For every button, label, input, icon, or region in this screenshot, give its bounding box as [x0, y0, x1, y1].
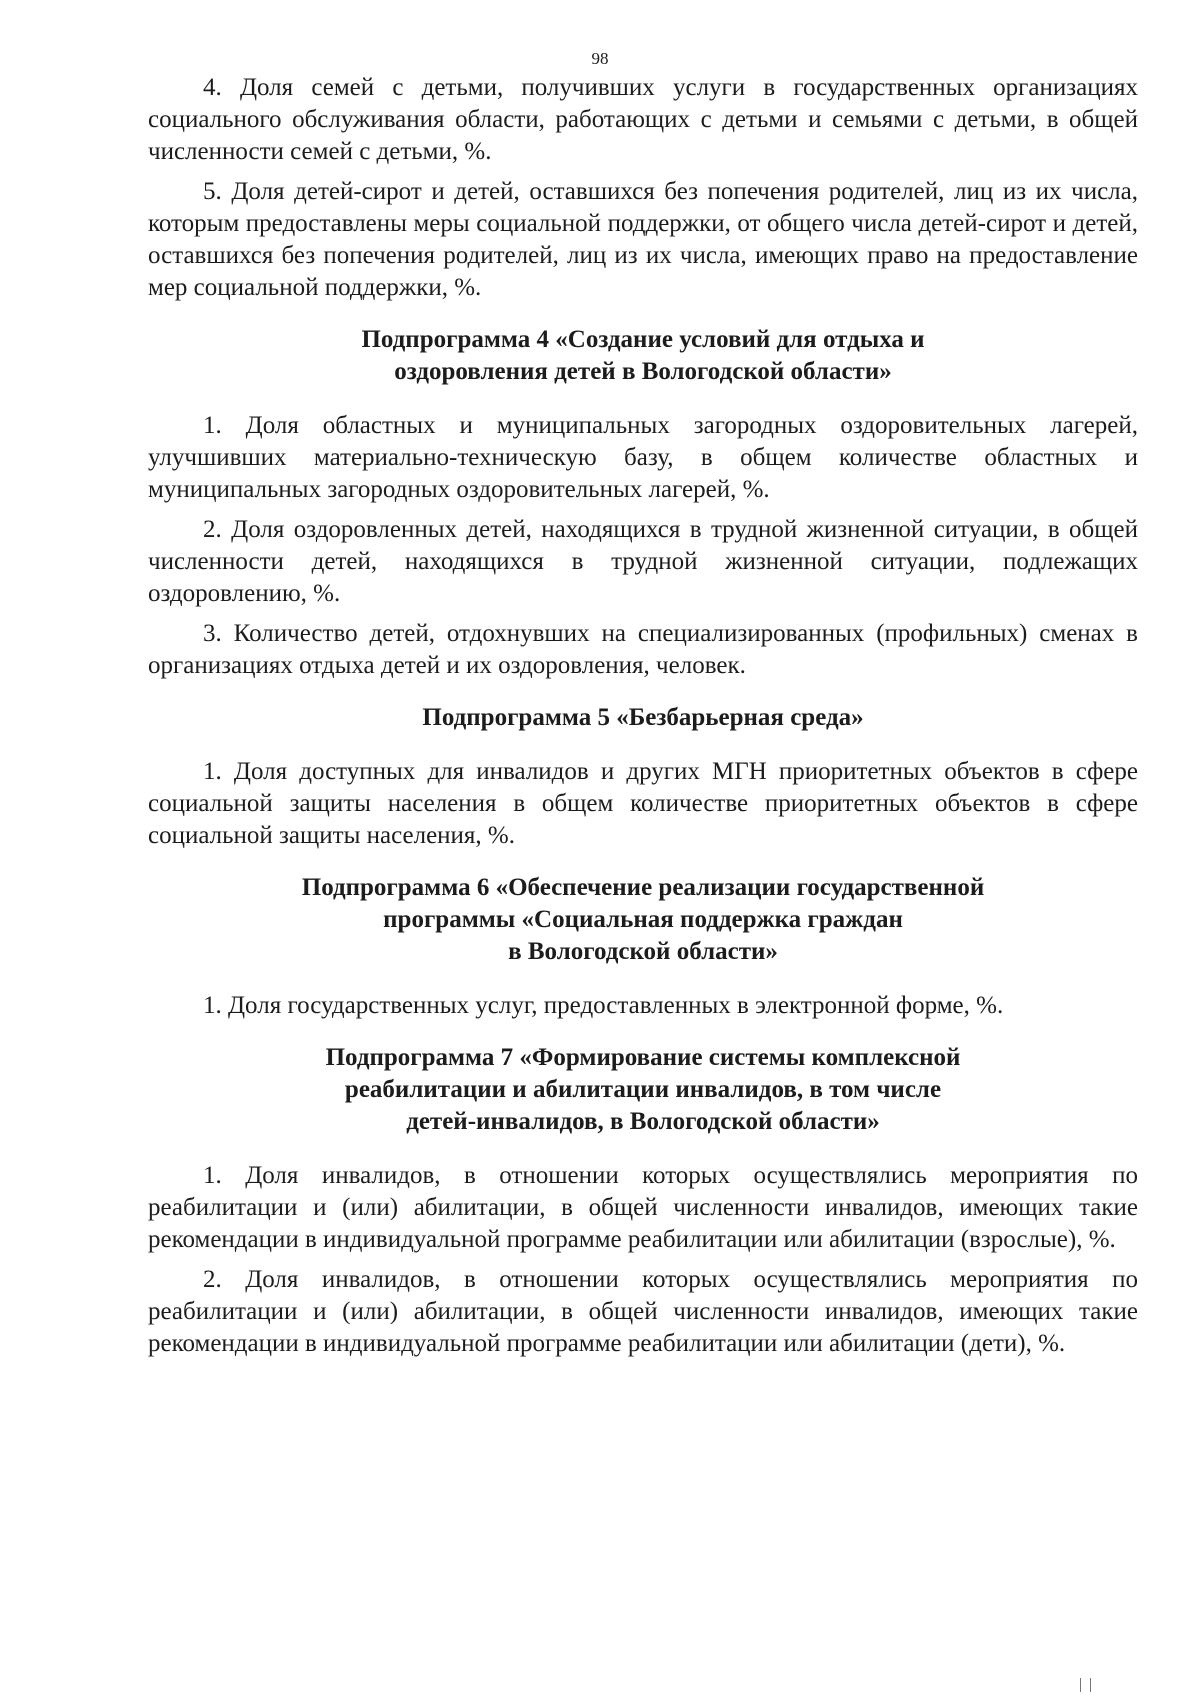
section-heading [148, 702, 1138, 734]
heading-line: детей-инвалидов, в Вологодской области» [406, 1108, 880, 1135]
document-body [148, 72, 1138, 1360]
scan-mark [1080, 1678, 1091, 1692]
section-heading [148, 324, 1138, 388]
paragraph: 3. Количество детей, отдохнувших на специализированных (профильных) сменах в организациях отдыха детей и их оздоровления, человек. [148, 620, 1138, 679]
paragraph: 1. Доля государственных услуг, предоставленных в электронной форме, %. [203, 992, 1004, 1019]
paragraph: 5. Доля детей-сирот и детей, оставшихся без попечения родителей, лиц из их числа, которым предоставлены меры социальной поддержки, от общего числа детей-сирот и детей, оставшихся без попечения родителей, лиц из их числа, имеющих право на предоставление мер социальной поддержки, %. [148, 178, 1138, 301]
paragraph: 1. Доля областных и муниципальных загородных оздоровительных лагерей, улучшивших материально-техническую базу, в общем количестве областных и муниципальных загородных оздоровительных лагерей, %. [148, 412, 1138, 503]
heading-line: реабилитации и абилитации инвалидов, в том числе [344, 1076, 942, 1103]
heading-line: программы «Социальная поддержка граждан [383, 906, 903, 933]
paragraph: 1. Доля доступных для инвалидов и других МГН приоритетных объектов в сфере социальной защиты населения в общем количестве приоритетных объектов в сфере социальной защиты населения, %. [148, 758, 1138, 849]
section-heading [148, 872, 1138, 968]
section-heading [148, 1042, 1138, 1138]
paragraph: 1. Доля инвалидов, в отношении которых осуществлялись мероприятия по реабилитации и (или) абилитации, в общей численности инвалидов, имеющих такие рекомендации в индивидуальной программе реабилитации или абилитации (взрослые), %. [148, 1162, 1138, 1253]
heading-line: Подпрограмма 5 «Безбарьерная среда» [422, 704, 864, 731]
heading-line: оздоровления детей в Вологодской области» [394, 358, 892, 385]
page-number: 98 [591, 49, 609, 68]
heading-line: Подпрограмма 4 «Создание условий для отдыха и [361, 326, 925, 353]
heading-line: Подпрограмма 7 «Формирование системы комплексной [325, 1044, 961, 1071]
paragraph: 4. Доля семей с детьми, получивших услуги в государственных организациях социального обслуживания области, работающих с детьми и семьями с детьми, в общей численности семей с детьми, %. [148, 74, 1138, 165]
paragraph: 2. Доля оздоровленных детей, находящихся в трудной жизненной ситуации, в общей численности детей, находящихся в трудной жизненной ситуации, подлежащих оздоровлению, %. [148, 516, 1138, 607]
heading-line: Подпрограмма 6 «Обеспечение реализации государственной [301, 874, 985, 901]
heading-line: в Вологодской области» [508, 938, 778, 965]
paragraph: 2. Доля инвалидов, в отношении которых осуществлялись мероприятия по реабилитации и (или) абилитации, в общей численности инвалидов, имеющих такие рекомендации в индивидуальной программе реабилитации или абилитации (дети), %. [148, 1266, 1138, 1357]
